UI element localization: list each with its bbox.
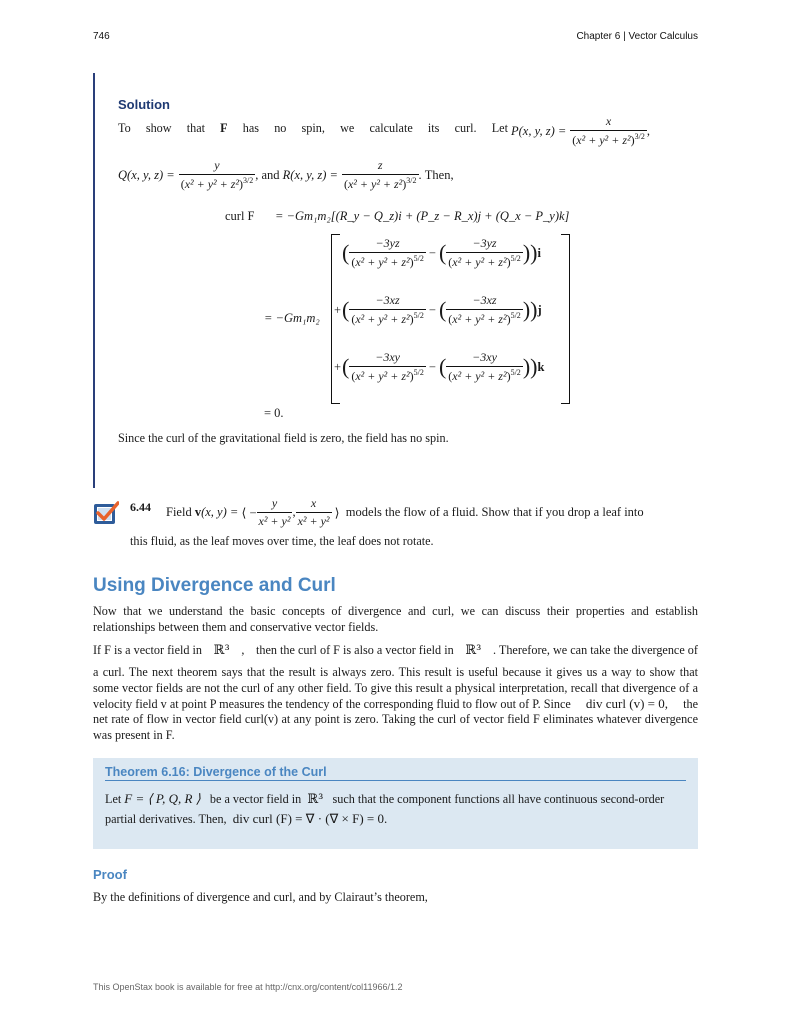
exercise-number: 6.44 <box>130 500 151 514</box>
numerator: −3xy <box>472 350 497 364</box>
word: show <box>145 121 172 135</box>
text: velocity field v at point P measures the tendency of the corresponding fluid to flow out of P. Since <box>93 697 571 711</box>
text: . Therefore, we can take the divergence of <box>493 643 698 657</box>
denominator: $(x^2 + y^2 + z^2)^{5/2}$ <box>448 368 521 383</box>
open-paren: ( <box>342 297 350 322</box>
den-exp: 3/2 <box>406 176 417 185</box>
den-base: x² + y² + z² <box>452 255 507 269</box>
minus: − <box>428 302 436 317</box>
fraction <box>349 293 426 327</box>
checkmark-checkbox-icon <box>93 500 119 526</box>
theorem-line-1 <box>105 791 664 808</box>
numerator: −3xz <box>375 293 400 307</box>
proof-text: By the definitions of divergence and curl, and by Clairaut’s theorem, <box>93 890 428 904</box>
sign: + <box>334 359 342 374</box>
theorem-line-2 <box>105 811 387 827</box>
denominator: $(x^2 + y^2 + z^2)^{5/2}$ <box>351 311 424 326</box>
curl-line-1 <box>225 209 569 224</box>
word: spin, <box>301 121 325 135</box>
den-exp: 5/2 <box>413 254 424 263</box>
and-text: and <box>261 167 280 182</box>
exercise-text: models the flow of a fluid. Show that if you drop a leaf into <box>345 505 644 519</box>
section-para-2-line-2: a curl. The next theorem says that the result is always zero. This result is useful because it gives us a way to show that <box>93 665 698 679</box>
denominator: $(x^2 + y^2 + z^2)^{5/2}$ <box>448 311 521 326</box>
text: Let <box>105 792 122 806</box>
minus: − <box>428 245 436 260</box>
close-paren: )) <box>522 297 538 322</box>
section-para-2-line-6: was present in F. <box>93 728 175 742</box>
Q-R-definitions: Q(x, y, z) = $\frac{y}{(x^2 + y^2 + z^2)^{3/2}}$ , and R(x, y, z) = $\frac{z}{(x^2 + y^2 + z^2)^{3/2}}$ . Then, <box>118 158 454 191</box>
unit-vector: j <box>537 302 542 317</box>
den-base: x² + y² + z² <box>347 177 403 191</box>
den-base: x² + y² + z² <box>452 369 507 383</box>
fraction <box>446 293 523 327</box>
solution-sidebar-bar <box>93 73 95 488</box>
numerator: −3yz <box>375 236 400 250</box>
den-exp: 3/2 <box>243 176 254 185</box>
footer-text: This OpenStax book is available for free at http://cnx.org/content/col11966/1.2 <box>93 982 403 992</box>
close-paren: )) <box>522 354 538 379</box>
curl-component-row <box>334 236 541 270</box>
R-lhs: R(x, y, z) = <box>282 167 338 182</box>
R3-symbol: ℝ³ <box>465 643 482 658</box>
word: has <box>242 121 260 135</box>
open-paren: ( <box>342 354 350 379</box>
word: that <box>186 121 206 135</box>
den-base: x² + y² + z² <box>184 177 239 191</box>
open-paren: ( <box>438 240 447 265</box>
denominator: $(x^2 + y^2 + z^2)^{5/2}$ <box>448 254 521 269</box>
curl-component-row <box>334 293 542 327</box>
text: If F is a vector field in <box>93 643 202 657</box>
section-para-1: Now that we understand the basic concepts of divergence and curl, we can discuss their properties and establish relationships between them and conservative vector fields. <box>93 604 698 634</box>
text: such that the component functions all have continuous second-order <box>332 792 665 806</box>
denominator: $(x^2 + y^2 + z^2)^{3/2}$ <box>572 132 645 147</box>
solution-intro-line <box>118 120 508 136</box>
den-exp: 3/2 <box>634 132 645 141</box>
denominator: $(x^2 + y^2 + z^2)^{3/2}$ <box>343 176 417 191</box>
P-lhs: P(x, y, z) = <box>511 123 567 138</box>
den-base: x² + y² + z² <box>452 312 507 326</box>
exercise-line-1: Field v(x, y) = ⟨ − $\frac{y}{\text{x² + y²}}$ , $\frac{x}{\text{x² + y²}}$ ⟩ models the flow of a fluid. Show that if you drop a leaf into <box>166 496 644 528</box>
minus: − <box>428 359 436 374</box>
numerator: x <box>310 496 317 510</box>
word: no <box>274 121 287 135</box>
text: partial derivatives. Then, <box>105 812 227 826</box>
result-zero: = 0. <box>264 406 284 420</box>
Q-lhs: Q(x, y, z) = <box>118 167 175 182</box>
den-base: x² + y² + z² <box>355 255 410 269</box>
div-curl-math: div curl (v) = 0, <box>585 696 668 711</box>
den-base: x² + y² + z² <box>355 369 410 383</box>
section-para-2-line-1: If F is a vector field in ℝ³ , then the curl of F is also a vector field in ℝ³ . Therefore, we can take the divergence of <box>93 643 698 658</box>
section-para-2-line-4 <box>93 696 698 712</box>
P-fraction <box>570 114 647 148</box>
curl-line-2-prefix <box>264 311 320 326</box>
numerator: −3xz <box>472 293 497 307</box>
curl-component-row <box>334 350 544 384</box>
word: we <box>340 121 355 135</box>
numerator: z <box>377 158 383 172</box>
den-base: x² + y² + z² <box>355 312 410 326</box>
den-exp: 5/2 <box>510 368 521 377</box>
v-component-1 <box>257 496 293 529</box>
section-para-2-line-3: some vector fields are not the curl of any other field. To give this result a physical interpretation, recall that divergence of a <box>93 681 698 695</box>
curl-F-label: curl F <box>225 209 255 223</box>
R-fraction <box>342 158 419 192</box>
fraction <box>349 350 426 384</box>
curl-result <box>264 406 284 421</box>
gm-prefix: = −Gm₁m₂ <box>264 311 320 325</box>
denominator: $(x^2 + y^2 + z^2)^{5/2}$ <box>351 254 424 269</box>
word: its <box>427 121 440 135</box>
text: then the curl of F is also a vector field in <box>256 643 454 657</box>
solution-heading: Solution <box>118 97 170 112</box>
numerator: y <box>214 158 220 172</box>
denominator: x² + y² <box>258 514 291 528</box>
exercise-line-2: this fluid, as the leaf moves over time, the leaf does not rotate. <box>130 534 434 548</box>
exercise-field-text: Field <box>166 505 192 519</box>
den-exp: 5/2 <box>413 311 424 320</box>
fraction <box>349 236 426 270</box>
Q-fraction <box>179 158 256 192</box>
div-curl-identity: div curl (F) = ∇ · (∇ × F) = 0. <box>232 811 388 826</box>
den-exp: 5/2 <box>413 368 424 377</box>
word: calculate <box>369 121 413 135</box>
den-exp: 5/2 <box>510 254 521 263</box>
unit-vector: k <box>537 359 545 374</box>
text: the <box>683 697 698 711</box>
section-para-2-line-5: net rate of flow in vector field curl(v) at any point is zero. Taking the curl of vector field F eliminates whatever divergence <box>93 712 698 726</box>
right-bracket <box>561 234 570 404</box>
section-heading: Using Divergence and Curl <box>93 575 336 596</box>
denominator: $(x^2 + y^2 + z^2)^{3/2}$ <box>180 176 254 191</box>
P-definition: P(x, y, z) = $\frac{x}{(x^2 + y^2 + z^2)^{3/2}}$ , <box>511 114 650 147</box>
theorem-title: Theorem 6.16: Divergence of the Curl <box>105 765 686 781</box>
fraction <box>446 350 523 384</box>
page-number: 746 <box>93 31 110 42</box>
word: curl. <box>454 121 477 135</box>
chapter-title: Chapter 6 | Vector Calculus <box>576 31 698 42</box>
text: be a vector field in <box>209 792 302 806</box>
solution-conclusion: Since the curl of the gravitational field is zero, the field has no spin. <box>118 431 449 445</box>
proof-heading: Proof <box>93 867 127 882</box>
R3-symbol: ℝ³ <box>213 643 230 658</box>
word: Let <box>491 121 508 135</box>
word-F: F <box>220 121 228 135</box>
v-component-2 <box>296 496 332 529</box>
close-paren: )) <box>522 240 538 265</box>
unit-vector: i <box>537 245 541 260</box>
word: To <box>118 121 131 135</box>
F-definition-math: F = ⟨ P, Q, R ⟩ <box>124 791 201 806</box>
numerator: y <box>271 496 278 510</box>
curl-expansion: = −Gm₁m₂[(R_y − Q_z)i + (P_z − R_x)j + (Q_x − P_y)k] <box>275 209 570 223</box>
numerator: −3yz <box>472 236 497 250</box>
den-base: x² + y² + z² <box>576 133 631 147</box>
den-exp: 5/2 <box>510 311 521 320</box>
denominator: x² + y² <box>297 514 330 528</box>
open-paren: ( <box>438 354 447 379</box>
R3-symbol: ℝ³ <box>307 792 324 807</box>
denominator: $(x^2 + y^2 + z^2)^{5/2}$ <box>351 368 424 383</box>
open-paren: ( <box>438 297 447 322</box>
open-paren: ( <box>342 240 350 265</box>
then-text: Then, <box>424 167 454 182</box>
sign: + <box>334 302 342 317</box>
numerator: −3xy <box>375 350 400 364</box>
fraction <box>446 236 523 270</box>
numerator: x <box>605 114 612 128</box>
